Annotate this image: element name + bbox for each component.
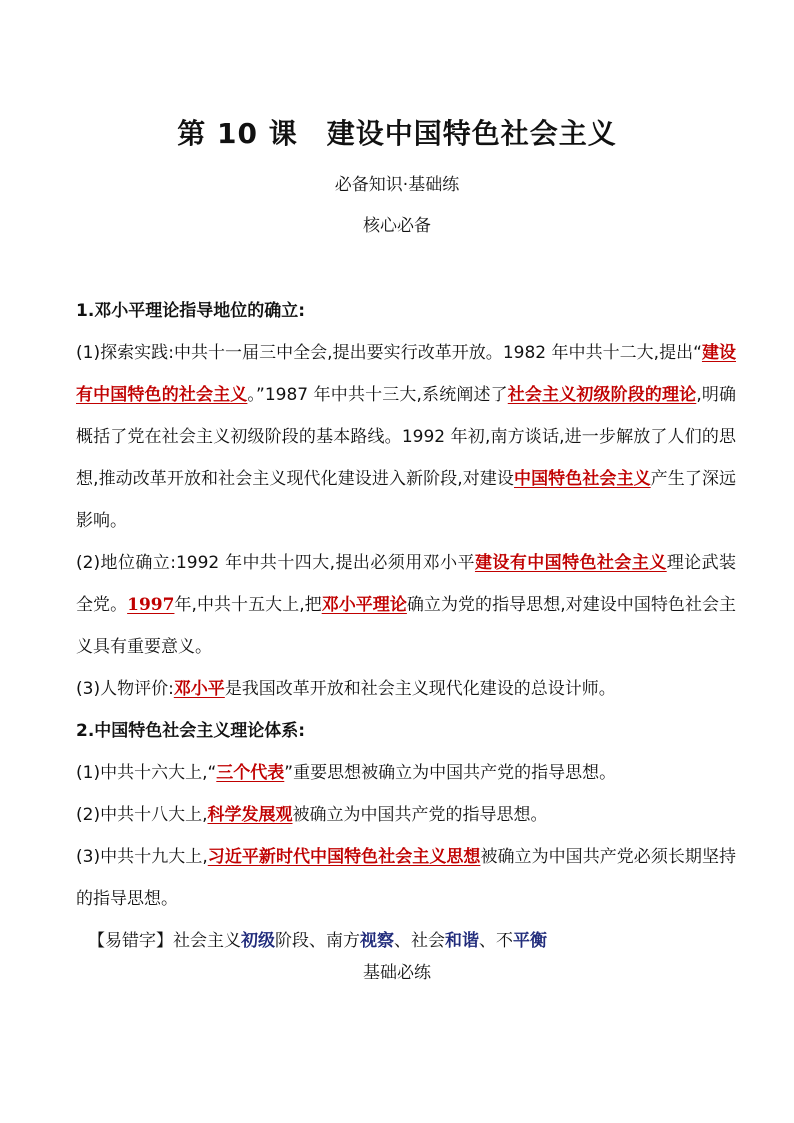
- error-prone-words: [76, 920, 736, 962]
- answer-blank: 三个代表: [216, 763, 285, 783]
- text: (2)地位确立:1992 年中共十四大,提出必须用邓小平: [76, 553, 475, 573]
- section1-heading: 1.邓小平理论指导地位的确立:: [76, 301, 306, 321]
- text: 年,中共十五大上,把: [174, 595, 322, 615]
- answer-blank: 习近平新时代中国特色社会主义思想: [207, 847, 481, 867]
- section-label-core: 核心必备: [363, 216, 431, 236]
- text: 。”1987 年中共十三大,系统阐述了: [247, 385, 508, 405]
- text: 、社会: [394, 931, 445, 951]
- section2-paragraph-3: [76, 836, 736, 920]
- text: 被确立为中国共产党必须长期坚持的指导思想。: [76, 847, 737, 909]
- tip-label: 【易错字】社会主义: [88, 931, 241, 951]
- highlight-word: 视察: [360, 931, 394, 951]
- text: 被确立为中国共产党的指导思想。: [292, 805, 548, 825]
- answer-blank: 中国特色社会主义: [514, 469, 651, 489]
- answer-blank: 邓小平: [173, 679, 225, 699]
- section2-heading: 2.中国特色社会主义理论体系:: [76, 721, 306, 741]
- text: 阶段、南方: [275, 931, 360, 951]
- section2-paragraph-1: [76, 752, 736, 794]
- text: 、不: [479, 931, 513, 951]
- text: ,明确概括了党在社会主义初级阶段的基本路线。1992 年初,南方谈话,进一步解放了人们的思想,推动改革开放和社会主义现代化建设进入新阶段,对建设: [76, 385, 736, 489]
- text: (1)中共十六大上,“: [76, 763, 217, 783]
- section1-paragraph-2: [76, 542, 736, 668]
- answer-blank: 邓小平理论: [321, 595, 407, 615]
- text: 确立为党的指导思想,对建设中国特色社会主义具有重要意义。: [76, 595, 737, 657]
- text: (1)探索实践:中共十一届三中全会,提出要实行改革开放。1982 年中共十二大,提出“: [76, 343, 702, 363]
- text: (2)中共十八大上,: [76, 805, 208, 825]
- section-label-basic: 基础必练: [363, 963, 431, 983]
- main-content: [76, 290, 736, 962]
- answer-blank-year: 1997: [127, 595, 175, 615]
- text: ”重要思想被确立为中国共产党的指导思想。: [284, 763, 617, 783]
- highlight-word: 初级: [241, 931, 275, 951]
- section1-paragraph-1: [76, 332, 736, 542]
- highlight-word: 和谐: [445, 931, 479, 951]
- text: 产生了深远影响。: [76, 469, 736, 531]
- page-title: 第 10 课 建设中国特色社会主义: [177, 117, 617, 150]
- section2-paragraph-2: [76, 794, 736, 836]
- answer-blank: 建设有中国特色社会主义: [474, 553, 667, 573]
- text: (3)中共十九大上,: [76, 847, 208, 867]
- section1-paragraph-3: [76, 668, 736, 710]
- answer-blank: 科学发展观: [207, 805, 293, 825]
- text: 理论武装全党。: [76, 553, 736, 615]
- subtitle: 必备知识·基础练: [334, 175, 460, 195]
- text: 是我国改革开放和社会主义现代化建设的总设计师。: [224, 679, 616, 699]
- text: (3)人物评价:: [76, 679, 174, 699]
- answer-blank: 社会主义初级阶段的理论: [507, 385, 697, 405]
- highlight-word: 平衡: [513, 931, 547, 951]
- answer-blank: 建设有中国特色的社会主义: [76, 343, 737, 405]
